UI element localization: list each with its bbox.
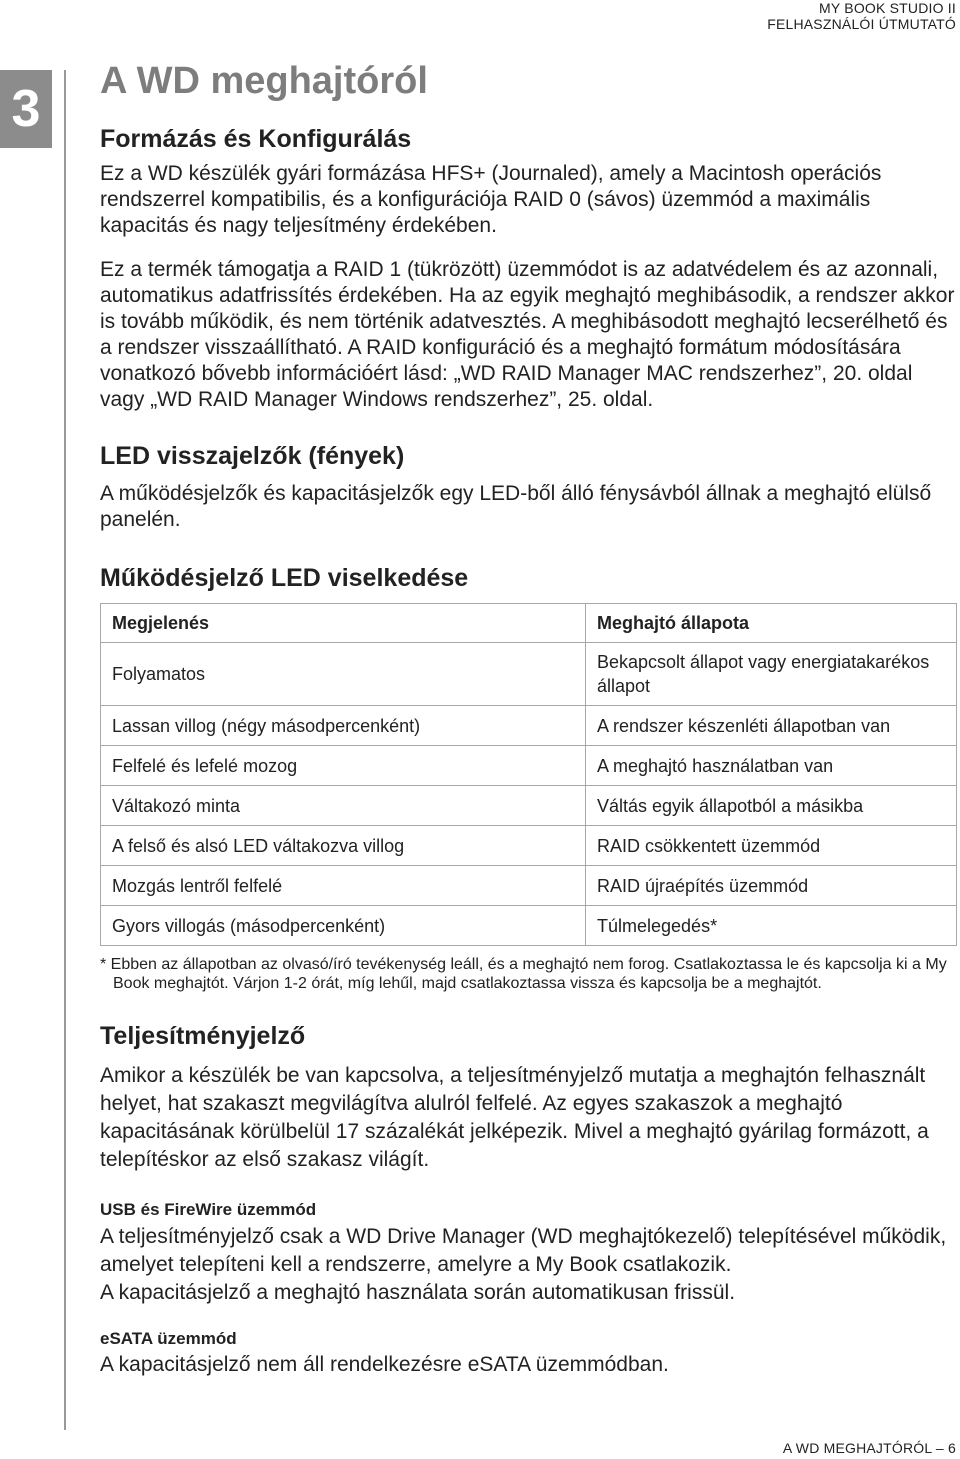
- col-appearance: Megjelenés: [101, 604, 586, 643]
- cell-state: RAID csökkentett üzemmód: [586, 826, 957, 866]
- page-footer: A WD MEGHAJTÓRÓL – 6: [782, 1440, 956, 1456]
- chapter-number: 3: [11, 80, 41, 138]
- table-row: [101, 643, 957, 706]
- para-esata: A kapacitásjelző nem áll rendelkezésre eSATA üzemmódban.: [100, 1353, 669, 1376]
- chapter-title: A WD meghajtóról: [100, 60, 428, 102]
- header-manual: FELHASZNÁLÓI ÚTMUTATÓ: [767, 16, 956, 32]
- heading-capacity: Teljesítményjelző: [100, 1022, 306, 1050]
- heading-esata: eSATA üzemmód: [100, 1329, 237, 1348]
- cell-appearance: Felfelé és lefelé mozog: [101, 746, 586, 786]
- table-row: [101, 786, 957, 826]
- cell-state: A rendszer készenléti állapotban van: [586, 706, 957, 746]
- cell-appearance: A felső és alsó LED váltakozva villog: [101, 826, 586, 866]
- cell-appearance: Folyamatos: [101, 643, 586, 706]
- table-row: [101, 826, 957, 866]
- heading-led: LED visszajelzők (fények): [100, 442, 405, 470]
- heading-usb-firewire: USB és FireWire üzemmód: [100, 1200, 317, 1219]
- table-footnote: * Ebben az állapotban az olvasó/író tevékenység leáll, és a meghajtó nem forog. Csatlakoztassa le és kapcsolja ki a My Book meghajtót. Várjon 1-2 órát, míg lehűl, majd csatlakoztassa vissza és kapcsolja be a meghajtót.: [100, 956, 947, 992]
- cell-appearance: Mozgás lentről felfelé: [101, 866, 586, 906]
- page-content: [100, 58, 956, 1379]
- para-usb-2: A kapacitásjelző a meghajtó használata során automatikusan frissül.: [100, 1281, 736, 1304]
- cell-state: A meghajtó használatban van: [586, 746, 957, 786]
- cell-appearance: Váltakozó minta: [101, 786, 586, 826]
- table-row: [101, 906, 957, 946]
- para-capacity: Amikor a készülék be van kapcsolva, a teljesítményjelző mutatja a meghajtón felhasznált helyet, hat szakaszt megvilágítva alulról felfelé. Az egyes szakaszok a meghajtó kapacitásának körülbelül 17 százalékát jelképezik. Mivel a meghajtó gyárilag formázott, a telepítéskor az első szakasz világít.: [100, 1064, 929, 1171]
- led-behavior-table: [100, 603, 957, 946]
- cell-state: Váltás egyik állapotból a másikba: [586, 786, 957, 826]
- chapter-divider-line: [64, 70, 66, 1430]
- cell-state: Bekapcsolt állapot vagy energiatakarékos állapot: [586, 643, 957, 706]
- para-led: A működésjelzők és kapacitásjelzők egy LED-ből álló fénysávból állnak a meghajtó elülső panelén.: [100, 482, 932, 531]
- cell-state: RAID újraépítés üzemmód: [586, 866, 957, 906]
- cell-state: Túlmelegedés*: [586, 906, 957, 946]
- heading-formatting: Formázás és Konfigurálás: [100, 125, 412, 153]
- table-row: [101, 706, 957, 746]
- header-product: MY BOOK STUDIO II: [819, 0, 956, 16]
- col-drive-state: Meghajtó állapota: [586, 604, 957, 643]
- table-header-row: [101, 604, 957, 643]
- heading-activity-led: Működésjelző LED viselkedése: [100, 564, 469, 592]
- cell-appearance: Gyors villogás (másodpercenként): [101, 906, 586, 946]
- running-header: [767, 0, 956, 32]
- table-row: [101, 746, 957, 786]
- para-formatting-1: Ez a WD készülék gyári formázása HFS+ (Journaled), amely a Macintosh operációs rendszerrel kompatibilis, és a konfigurációja RAID 0 (sávos) üzemmód a maximális kapacitás és nagy teljesítmény érdekében.: [100, 162, 882, 237]
- chapter-number-box: [0, 70, 52, 148]
- para-formatting-2: Ez a termék támogatja a RAID 1 (tükrözött) üzemmódot is az adatvédelem és az azonnali, automatikus adatfrissítés érdekében. Ha az egyik meghajtó meghibásodik, a rendszer akkor is tovább működik, és nem történik adatvesztés. A meghibásodott meghajtó lecserélhető és a rendszer visszaállítható. A RAID konfiguráció és a meghajtó formátum módosítására vonatkozó bővebb információért lásd: „WD RAID Manager MAC rendszerhez”, 20. oldal vagy „WD RAID Manager Windows rendszerhez”, 25. oldal.: [100, 258, 955, 411]
- para-usb-1: A teljesítményjelző csak a WD Drive Manager (WD meghajtókezelő) telepítésével működik, amelyet telepíteni kell a rendszerre, amelyre a My Book csatlakozik.: [100, 1225, 947, 1276]
- cell-appearance: Lassan villog (négy másodpercenként): [101, 706, 586, 746]
- table-row: [101, 866, 957, 906]
